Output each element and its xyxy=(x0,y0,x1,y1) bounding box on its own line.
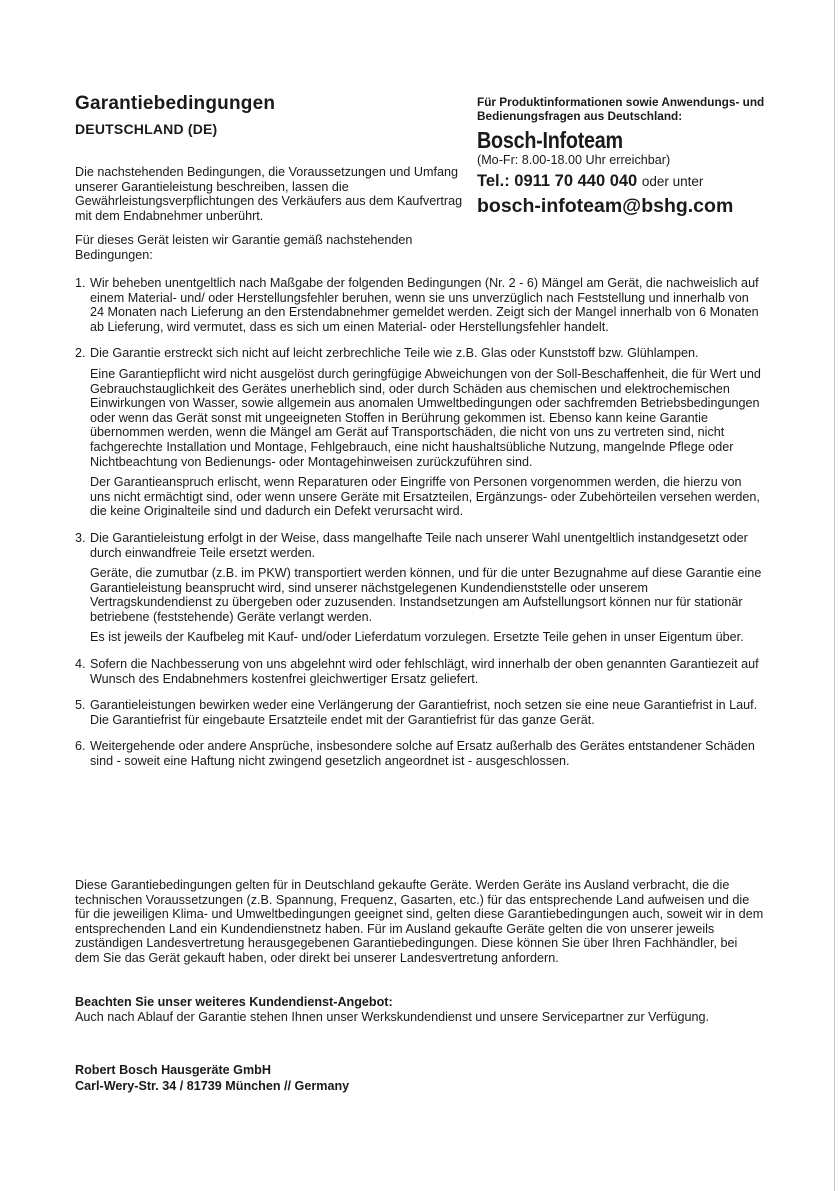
item-number: 5. xyxy=(75,698,86,713)
customer-service-heading: Beachten Sie unser weiteres Kundendienst-Angebot: xyxy=(75,995,393,1009)
info-box xyxy=(477,95,777,218)
condition-item xyxy=(75,346,765,519)
intro-paragraph: Die nachstehenden Bedingungen, die Voraussetzungen und Umfang unserer Garantieleistung beschreiben, lassen die Gewährleistungsverpflichtungen des Verkäufers aus dem Kaufvertrag mit dem Endabnehmer unberührt. xyxy=(75,165,463,223)
company-name: Robert Bosch Hausgeräte GmbH xyxy=(75,1063,271,1077)
item-number: 4. xyxy=(75,657,86,672)
phone-suffix: oder unter xyxy=(641,174,704,189)
page-title: Garantiebedingungen xyxy=(75,93,276,114)
item-number: 3. xyxy=(75,530,86,545)
company-block xyxy=(75,1062,349,1094)
item-body xyxy=(90,346,765,519)
closing-paragraph: Diese Garantiebedingungen gelten für in Deutschland gekaufte Geräte. Werden Geräte ins Ausland verbracht, die die technischen Voraussetzungen (z.B. Spannung, Frequenz, Gasarten, etc.) für das entsprechende Land aufweisen und die für die jeweiligen Klima- und Umweltbedingungen geeignet sind, gelten diese Garantiebedingungen auch, soweit wir in dem entsprechenden Land ein Kundendienstnetz haben. Für im Ausland gekaufte Geräte gelten die von unserer jeweils zuständigen Landesvertretung herausgegebenen Garantiebedingungen. Diese können Sie über Ihren Fachhändler, bei dem Sie das Gerät gekauft haben, oder direkt bei unserer Landesvertretung anfordern. xyxy=(75,878,764,965)
item-body xyxy=(90,276,765,334)
info-heading: Für Produktinformationen sowie Anwendungs- und Bedienungsfragen aus Deutschland: xyxy=(477,95,765,123)
item-body xyxy=(90,657,765,686)
condition-item xyxy=(75,739,765,768)
item-paragraph: Der Garantieanspruch erlischt, wenn Reparaturen oder Eingriffe von Personen vorgenommen werden, die hierzu von uns nicht ermächtigt sind, oder wenn unsere Geräte mit Ersatzteilen, Ergänzungs- oder Zubehörteilen versehen werden, die keine Originalteile sind und dadurch ein Defekt verursacht wird. xyxy=(90,475,760,519)
item-number: 6. xyxy=(75,739,86,754)
item-body xyxy=(90,698,765,727)
item-paragraph: Garantieleistungen bewirken weder eine Verlängerung der Garantiefrist, noch setzen sie eine neue Garantiefrist in Lauf. Die Garantiefrist für eingebaute Ersatzteile endet mit der Garantiefrist für das ganze Gerät. xyxy=(90,698,758,727)
item-paragraph: Weitergehende oder andere Ansprüche, insbesondere solche auf Ersatz außerhalb des Gerätes entstandener Schäden sind - soweit eine Haftung nicht zwingend gesetzlich angeordnet ist - ausgeschlossen. xyxy=(90,739,755,769)
item-paragraph: Die Garantieleistung erfolgt in der Weise, dass mangelhafte Teile nach unserer Wahl unentgeltlich instandgesetzt oder durch einwandfreie Teile ersetzt werden. xyxy=(90,530,748,560)
condition-item xyxy=(75,531,765,645)
company-address: Carl-Wery-Str. 34 / 81739 München // Germany xyxy=(75,1079,350,1093)
item-number: 2. xyxy=(75,346,86,361)
condition-item xyxy=(75,657,765,686)
customer-service-text: Auch nach Ablauf der Garantie stehen Ihnen unser Werkskundendienst und unsere Servicepartner zur Verfügung. xyxy=(75,1009,710,1024)
intro-section xyxy=(75,165,465,273)
conditions-list xyxy=(75,276,765,781)
item-paragraph: Sofern die Nachbesserung von uns abgelehnt wird oder fehlschlägt, wird innerhalb der oben genannten Garantiezeit auf Wunsch des Endabnehmers kostenfrei gleichwertiger Ersatz geliefert. xyxy=(90,657,759,686)
intro-paragraph: Für dieses Gerät leisten wir Garantie gemäß nachstehenden Bedingungen: xyxy=(75,233,413,262)
item-paragraph: Es ist jeweils der Kaufbeleg mit Kauf- und/oder Lieferdatum vorzulegen. Ersetzte Teile gehen in unser Eigentum über. xyxy=(90,630,744,645)
item-body xyxy=(90,739,765,768)
item-paragraph: Wir beheben unentgeltlich nach Maßgabe der folgenden Bedingungen (Nr. 2 - 6) Mängel am Gerät, die nachweislich auf einem Material- und/ oder Herstellungsfehler beruhen, wenn sie uns unverzüglich nach Feststellung und innerhalb von 24 Monaten nach Lieferung an den Erstendabnehmer gemeldet werden. Zeigt sich der Mangel innerhalb von 6 Monaten ab Lieferung, wird vermutet, dass es sich um einen Material- oder Herstellungsfehler handelt. xyxy=(90,276,759,334)
phone-number: Tel.: 0911 70 440 040 xyxy=(477,172,638,190)
item-number: 1. xyxy=(75,276,86,290)
customer-service-note xyxy=(75,995,765,1024)
page-subtitle: DEUTSCHLAND (DE) xyxy=(75,121,218,137)
condition-item xyxy=(75,276,765,334)
info-email: bosch-infoteam@bshg.com xyxy=(477,195,734,217)
item-paragraph: Die Garantie erstreckt sich nicht auf leicht zerbrechliche Teile wie z.B. Glas oder Kunststoff bzw. Glühlampen. xyxy=(90,346,699,361)
info-brand: Bosch-Infoteam xyxy=(477,127,623,153)
item-body xyxy=(90,531,765,645)
condition-item xyxy=(75,698,765,727)
item-paragraph: Eine Garantiepflicht wird nicht ausgelöst durch geringfügige Abweichungen von der Soll-Beschaffenheit, die für Wert und Gebrauchstauglichkeit des Gerätes unerheblich sind, oder durch Schäden aus chemischen und elektrochemischen Einwirkungen von Wasser, sowie allgemein aus anomalen Umweltbedingungen oder sachfremden Betriebsbedingungen oder wenn das Gerät sonst mit ungeeigneten Stoffen in Berührung gekommen ist. Ebenso kann keine Garantie übernommen werden, wenn die Mängel am Gerät auf Transportschäden, die nicht von uns zu vertreten sind, nicht fachgerechte Installation und Montage, Fehlgebrauch, eine nicht haushaltsübliche Nutzung, mangelnde Pflege oder Nichtbeachtung von Bedienungs- oder Montagehinweisen zurückzuführen sind. xyxy=(90,366,761,469)
info-phone xyxy=(477,171,777,192)
info-hours: (Mo-Fr: 8.00-18.00 Uhr erreichbar) xyxy=(477,153,671,167)
item-paragraph: Geräte, die zumutbar (z.B. im PKW) transportiert werden können, und für die unter Bezugnahme auf diese Garantie eine Garantieleistung beansprucht wird, sind unserer nächstgelegenen Kundendienststelle oder unserem Vertragskundendienst zu übergeben oder zuzusenden. Instandsetzungen am Aufstellungsort können nur für stationär betriebene (feststehende) Geräte verlangt werden. xyxy=(90,566,762,624)
